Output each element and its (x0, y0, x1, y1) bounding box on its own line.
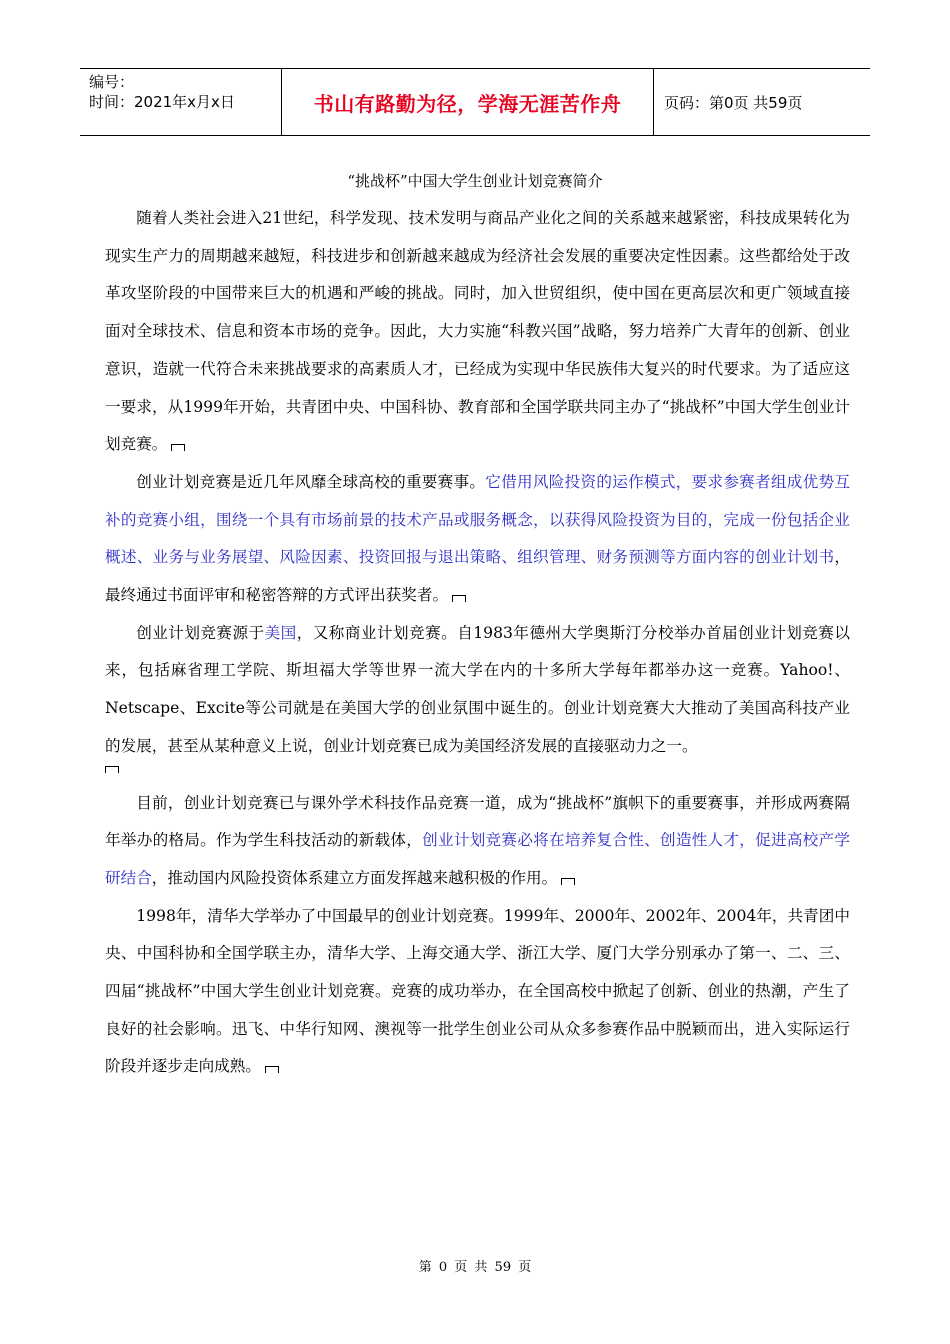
paragraph-2-text: 创业计划竞赛是近几年风靡全球高校的重要赛事。 (136, 472, 486, 491)
paragraph-3-highlight: 美国 (264, 623, 297, 642)
page-header (80, 68, 870, 136)
paragraph-5 (105, 898, 850, 1087)
document-number-label: 编号： (89, 73, 135, 91)
document-date-label: 时间：2021年x月x日 (89, 93, 235, 111)
header-page-cell (654, 69, 870, 135)
paragraph-mark-icon (561, 878, 575, 885)
paragraph-3 (105, 615, 850, 766)
paragraph-mark-icon (105, 766, 119, 773)
paragraph-2 (105, 464, 850, 615)
paragraph-mark-icon (171, 444, 185, 451)
paragraph-1 (105, 200, 850, 464)
paragraph-2-text-end: ，最终通过书面评审和秘密答辩的方式评出获奖者。 (105, 548, 850, 605)
paragraph-5-text: 1998年，清华大学举办了中国最早的创业计划竞赛。1999年、2000年、2002年、2004年，共青团中央、中国科协和全国学联主办，清华大学、上海交通大学、浙江大学、厦门大学分别承办了第一、二、三、四届“挑战杯”中国大学生创业计划竞赛。竞赛的成功举办，在全国高校中掀起了创新、创业的热潮，产生了良好的社会影响。迅飞、中华行知网、澳视等一批学生创业公司从众多参赛作品中脱颖而出，进入实际运行阶段并逐步走向成熟。 (105, 906, 850, 1076)
paragraph-1-text: 随着人类社会进入21世纪，科学发现、技术发明与商品产业化之间的关系越来越紧密，科技成果转化为现实生产力的周期越来越短，科技进步和创新越来越成为经济社会发展的重要决定性因素。这些都给处于改革攻坚阶段的中国带来巨大的机遇和严峻的挑战。同时，加入世贸组织，使中国在更高层次和更广领域直接面对全球技术、信息和资本市场的竞争。因此，大力实施“科教兴国”战略，努力培养广大青年的创新、创业意识，造就一代符合未来挑战要求的高素质人才，已经成为实现中华民族伟大复兴的时代要求。为了适应这一要求，从1999年开始，共青团中央、中国科协、教育部和全国学联共同主办了“挑战杯”中国大学生创业计划竞赛。 (105, 209, 850, 454)
header-info-cell (80, 69, 282, 135)
paragraph-mark-icon (452, 595, 466, 602)
header-motto-cell (282, 69, 654, 135)
paragraph-4-highlight: 创业计划竞赛必将在培养复合性、创造性人才，促进高校产学研结合 (105, 831, 850, 887)
paragraph-mark-icon (265, 1066, 279, 1073)
paragraph-4-text-end: ，推动国内风险投资体系建立方面发挥越来越积极的作用。 (151, 868, 558, 887)
paragraph-2-highlight: 它借用风险投资的运作模式，要求参赛者组成优势互补的竞赛小组，围绕一个具有市场前景的技术产品或服务概念，以获得风险投资为目的，完成一份包括企业概述、业务与业务展望、风险因素、投资回报与退出策略、组织管理、财务预测等方面内容的创业计划书 (105, 472, 850, 567)
paragraph-4-text: 目前，创业计划竞赛已与课外学术科技作品竞赛一道，成为“挑战杯”旗帜下的重要赛事，并形成两赛隔年举办的格局。作为学生科技活动的新载体， (105, 793, 850, 850)
paragraph-3-text-end: ，又称商业计划竞赛。自1983年德州大学奥斯汀分校举办首届创业计划竞赛以来，包括麻省理工学院、斯坦福大学等世界一流大学在内的十多所大学每年都举办这一竞赛。Yahoo!、Netscape、Excite等公司就是在美国大学的创业氛围中诞生的。创业计划竞赛大大推动了美国高科技产业的发展，甚至从某种意义上说，创业计划竞赛已成为美国经济发展的直接驱动力之一。 (105, 623, 850, 755)
document-title: “挑战杯”中国大学生创业计划竞赛简介 (347, 172, 603, 190)
header-motto: 书山有路勤为径，学海无涯苦作舟 (313, 91, 622, 116)
header-page-number: 页码：第0页 共59页 (664, 93, 803, 112)
document-body (105, 200, 850, 1086)
paragraph-3-text: 创业计划竞赛源于 (136, 623, 265, 642)
paragraph-4 (105, 785, 850, 898)
page-footer: 第 0 页 共 59 页 (418, 1260, 532, 1275)
